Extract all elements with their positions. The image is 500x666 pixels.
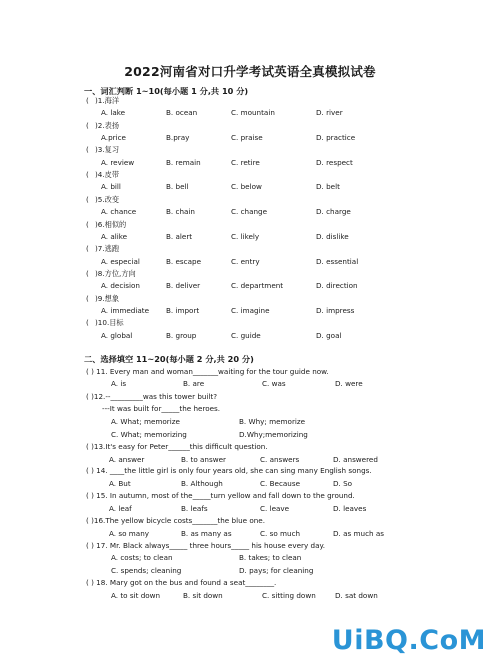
answer-option: C. answers	[260, 455, 300, 464]
answer-option: D. So	[333, 479, 353, 488]
answer-option: A. But	[109, 479, 131, 488]
question-11-stem: ( ) 11. Every man and woman_______waiting for the tour guide now.	[86, 367, 329, 376]
question-paren: (	[86, 244, 89, 254]
question-prompt: )8.方位,方向	[95, 268, 136, 278]
question-12-reply: ---It was built for_____the heroes.	[102, 404, 221, 413]
answer-option: B. bell	[166, 182, 189, 192]
answer-option: A. costs; to clean	[111, 553, 173, 562]
question-15-stem: ( ) 15. In autumn, most of the_____turn yellow and fall down to the ground.	[86, 491, 355, 500]
answer-option: A. immediate	[101, 305, 149, 315]
answer-option: D. dislike	[316, 231, 349, 241]
answer-option: B. sit down	[183, 591, 223, 600]
answer-option: D. direction	[316, 281, 358, 291]
answer-option: C. so much	[260, 529, 301, 538]
answer-option: D. leaves	[333, 504, 367, 513]
answer-option: C. praise	[231, 133, 263, 142]
question-prompt: )2.表扬	[95, 120, 120, 130]
answer-option: C. spends; cleaning	[111, 566, 182, 575]
answer-option: A. especial	[101, 256, 140, 266]
answer-option: C. change	[231, 207, 268, 217]
exam-title: 2022河南省对口升学考试英语全真模拟试卷	[124, 64, 376, 79]
answer-option: B. Why; memorize	[239, 417, 306, 426]
section2-heading: 二、选择填空 11~20(每小题 2 分,共 20 分)	[84, 354, 254, 364]
answer-option: C. below	[231, 182, 262, 192]
section1-heading: 一、词汇判断 1~10(每小题 1 分,共 10 分)	[84, 86, 249, 96]
answer-option: D. as much as	[333, 529, 385, 538]
question-paren: (	[86, 170, 89, 180]
question-prompt: )7.逃跑	[95, 244, 120, 254]
answer-option: D. respect	[316, 157, 353, 167]
question-paren: (	[86, 293, 89, 303]
answer-option: D. belt	[316, 182, 340, 192]
answer-option: C. department	[231, 281, 284, 291]
question-paren: (	[86, 219, 89, 229]
answer-option: C. imagine	[231, 305, 270, 315]
answer-option: D. river	[316, 108, 343, 118]
question-12-stem: ( )12.--_________was this tower built?	[86, 392, 218, 401]
question-13-stem: ( )13.It's easy for Peter______this difficult question.	[86, 442, 268, 451]
answer-option: B. leafs	[181, 504, 208, 513]
answer-option: A. bill	[101, 182, 121, 192]
question-prompt: )9.想象	[95, 293, 120, 303]
answer-option: C. Because	[260, 479, 301, 488]
answer-option: D. practice	[316, 133, 356, 142]
answer-option: B. chain	[166, 207, 195, 217]
question-14-stem: ( ) 14. ____the little girl is only four years old, she can sing many English songs.	[86, 466, 372, 475]
question-paren: (	[86, 120, 89, 130]
answer-option: B. remain	[166, 157, 201, 167]
answer-option: B. to answer	[181, 455, 226, 464]
question-prompt: )3.复习	[95, 145, 120, 155]
answer-option: B.pray	[166, 133, 190, 142]
question-17-stem: ( ) 17. Mr. Black always_____ three hours_____ his house every day.	[86, 541, 325, 550]
answer-option: A. to sit down	[111, 591, 161, 600]
answer-option: D. sat down	[335, 591, 378, 600]
answer-option: A. so many	[109, 529, 150, 538]
answer-option: B. import	[166, 305, 200, 315]
question-paren: (	[86, 96, 89, 105]
answer-option: B. alert	[166, 231, 193, 241]
answer-option: B. deliver	[166, 281, 201, 291]
answer-option: A. What; memorize	[111, 417, 180, 426]
answer-option: A.price	[101, 133, 126, 142]
answer-option: A. answer	[109, 455, 145, 464]
answer-option: D. pays; for cleaning	[239, 566, 314, 575]
answer-option: D. impress	[316, 305, 355, 315]
answer-option: A. global	[101, 330, 133, 340]
answer-option: A. review	[101, 157, 135, 167]
answer-option: D. goal	[316, 330, 342, 340]
question-paren: (	[86, 318, 89, 328]
answer-option: A. decision	[101, 281, 140, 291]
question-paren: (	[86, 268, 89, 278]
answer-option: C. sitting down	[262, 591, 316, 600]
answer-option: C. mountain	[231, 108, 275, 118]
answer-option: A. leaf	[109, 504, 132, 513]
answer-option: A. is	[111, 379, 127, 388]
answer-option: C. was	[262, 379, 286, 388]
answer-option: B. are	[183, 379, 205, 388]
answer-option: A. alike	[101, 231, 128, 241]
answer-option: C. likely	[231, 231, 260, 241]
answer-option: B. takes; to clean	[239, 553, 302, 562]
question-prompt: )10.目标	[95, 318, 124, 328]
question-prompt: )5.改变	[95, 194, 120, 204]
question-prompt: )6.相似的	[95, 219, 127, 229]
answer-option: C. leave	[260, 504, 290, 513]
question-paren: (	[86, 145, 89, 155]
answer-option: D. essential	[316, 256, 359, 266]
answer-option: B. as many as	[181, 529, 232, 538]
watermark-logo: UiBQ.CoM	[331, 625, 486, 656]
answer-option: C. What; memorizing	[111, 430, 187, 439]
answer-option: B. Although	[181, 479, 223, 488]
answer-option: D. charge	[316, 207, 351, 217]
question-prompt: )4.皮带	[95, 170, 120, 180]
answer-option: A. chance	[101, 207, 137, 217]
answer-option: C. retire	[231, 157, 260, 167]
question-prompt: )1.海洋	[95, 96, 120, 105]
answer-option: C. guide	[231, 330, 261, 340]
question-16-stem: ( )16.The yellow bicycle costs_______the blue one.	[86, 516, 265, 525]
answer-option: D.Why;memorizing	[239, 430, 308, 439]
answer-option: C. entry	[231, 256, 260, 266]
answer-option: B. group	[166, 330, 197, 340]
answer-option: D. were	[335, 379, 363, 388]
answer-option: B. ocean	[166, 108, 198, 118]
answer-option: D. answered	[333, 455, 378, 464]
question-18-stem: ( ) 18. Mary got on the bus and found a seat________.	[86, 578, 277, 587]
question-paren: (	[86, 194, 89, 204]
answer-option: A. lake	[101, 108, 126, 118]
answer-option: B. escape	[166, 256, 202, 266]
